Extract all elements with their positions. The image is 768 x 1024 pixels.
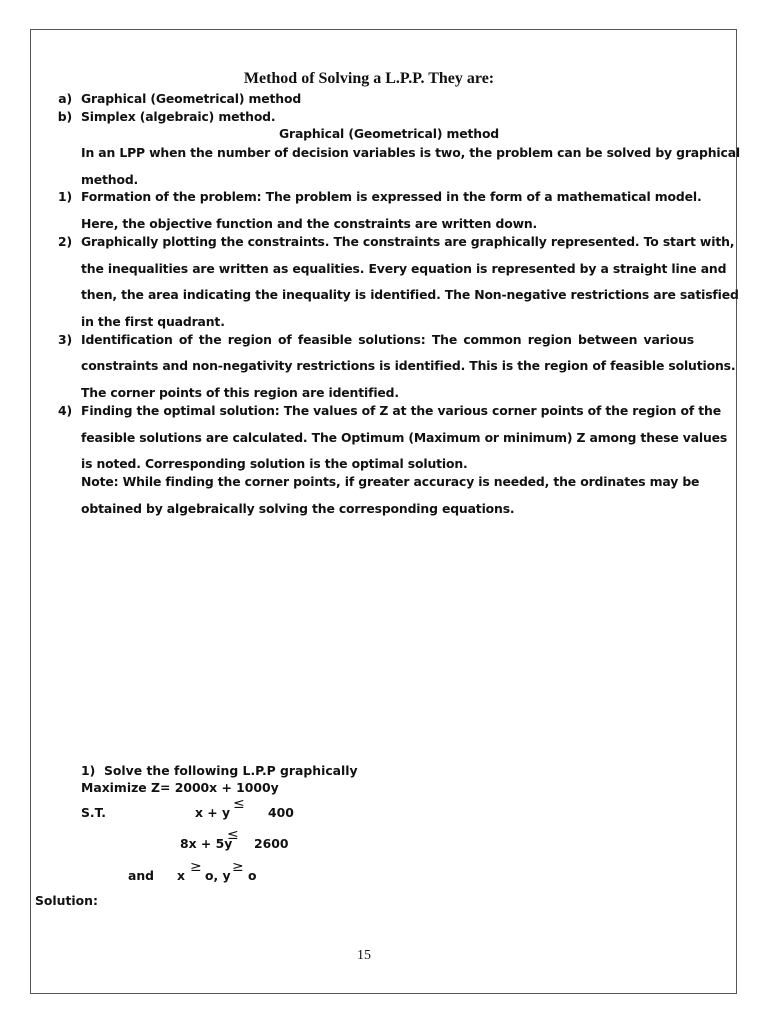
step-4-line: feasible solutions are calculated. The Optimum (Maximum or minimum) Z among these values — [81, 430, 728, 445]
intro-line: In an LPP when the number of decision variables is two, the problem can be solved by graphical — [81, 145, 741, 160]
constraint-2-rhs: 2600 — [254, 836, 289, 851]
step-2-line: Graphically plotting the constraints. The constraints are graphically represented. To start with, — [81, 234, 735, 249]
method-label-b: b) — [57, 109, 72, 124]
section-subheading: Graphical (Geometrical) method — [278, 126, 500, 141]
constraint-2-lhs: 8x + 5y — [180, 836, 233, 851]
non-negativity-zero: o — [248, 868, 257, 883]
step-4-line: is noted. Corresponding solution is the optimal solution. — [81, 456, 468, 471]
step-2-line: then, the area indicating the inequality is identified. The Non-negative restrictions are satisfied — [81, 287, 739, 302]
method-item-graphical: Graphical (Geometrical) method — [81, 91, 302, 106]
method-label-a: a) — [58, 91, 72, 106]
subject-to-label: S.T. — [81, 805, 106, 820]
step-label-3: 3) — [58, 332, 72, 347]
objective-function: Maximize Z= 2000x + 1000y — [81, 780, 279, 795]
solution-label: Solution: — [35, 893, 98, 908]
step-2-line: the inequalities are written as equalities. Every equation is represented by a straight line and — [81, 261, 727, 276]
problem-heading: Solve the following L.P.P graphically — [104, 763, 358, 778]
greater-equal-symbol: ≥ — [190, 859, 202, 875]
page-number: 15 — [357, 948, 371, 963]
step-label-1: 1) — [58, 189, 72, 204]
non-negativity-y: o, y — [205, 868, 231, 883]
step-2-line: in the first quadrant. — [81, 314, 225, 329]
step-4-line: Finding the optimal solution: The values of Z at the various corner points of the region of the — [81, 403, 721, 418]
note-line: Note: While finding the corner points, if greater accuracy is needed, the ordinates may be — [81, 474, 700, 489]
less-equal-symbol: ≤ — [233, 796, 245, 812]
intro-line: method. — [81, 172, 139, 187]
step-label-4: 4) — [58, 403, 72, 418]
page-title: Method of Solving a L.P.P. They are: — [243, 70, 495, 87]
constraint-1-rhs: 400 — [268, 805, 294, 820]
step-1-line: Here, the objective function and the constraints are written down. — [81, 216, 538, 231]
step-3-line: Identification of the region of feasible solutions: The common region between various — [81, 332, 694, 347]
problem-number: 1) — [81, 763, 96, 778]
method-item-simplex: Simplex (algebraic) method. — [81, 109, 276, 124]
constraint-1-lhs: x + y — [195, 805, 231, 820]
step-1-line: Formation of the problem: The problem is expressed in the form of a mathematical model. — [81, 189, 702, 204]
note-line: obtained by algebraically solving the corresponding equations. — [81, 501, 515, 516]
step-label-2: 2) — [58, 234, 72, 249]
and-label: and — [128, 868, 155, 883]
step-3-line: The corner points of this region are identified. — [81, 385, 399, 400]
greater-equal-symbol: ≥ — [232, 859, 244, 875]
less-equal-symbol: ≤ — [227, 827, 239, 843]
non-negativity-x: x — [177, 868, 185, 883]
step-3-line: constraints and non-negativity restrictions is identified. This is the region of feasible solutions. — [81, 358, 736, 373]
